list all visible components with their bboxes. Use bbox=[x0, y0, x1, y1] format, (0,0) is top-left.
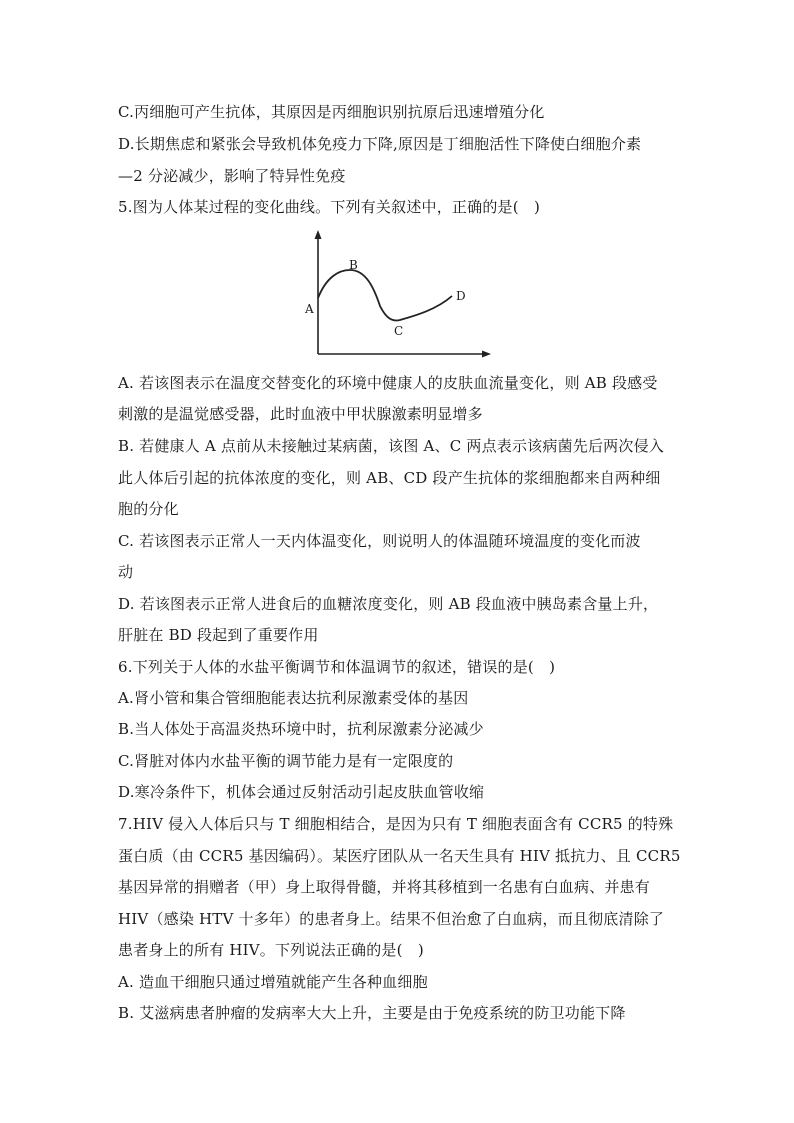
q6-option-d: D.寒冷条件下，机体会通过反射活动引起皮肤血管收缩 bbox=[118, 783, 485, 801]
q7-option-b: B. 艾滋病患者肿瘤的发病率大大上升，主要是由于免疫系统的防卫功能下降 bbox=[118, 1004, 626, 1022]
q5-option-b-line1: B. 若健康人 A 点前从未接触过某病菌，该图 A、C 两点表示该病菌先后两次侵入 bbox=[118, 437, 664, 455]
option-5c-prev: C.丙细胞可产生抗体，其原因是丙细胞识别抗原后迅速增殖分化 bbox=[118, 103, 545, 121]
q5-option-d-line1: D. 若该图表示正常人进食后的血糖浓度变化，则 AB 段血液中胰岛素含量上升， bbox=[118, 595, 659, 613]
q6-option-a: A.肾小管和集合管细胞能表达抗利尿激素受体的基因 bbox=[118, 689, 469, 707]
option-d-prev-line2: —2 分泌减少，影响了特异性免疫 bbox=[118, 167, 346, 185]
change-curve bbox=[318, 270, 452, 320]
question-7-stem-line1: 7.HIV 侵入人体后只与 T 细胞相结合，是因为只有 T 细胞表面含有 CCR5 的特殊 bbox=[118, 815, 674, 833]
q5-option-c-line1: C. 若该图表示正常人一天内体温变化，则说明人的体温随环境温度的变化而波 bbox=[118, 532, 641, 550]
q5-option-a-line1: A. 若该图表示在温度交替变化的环境中健康人的皮肤血流量变化，则 AB 段感受 bbox=[118, 374, 658, 392]
q5-option-c-line2: 动 bbox=[118, 563, 134, 581]
y-axis-arrow bbox=[315, 230, 322, 239]
q5-option-d-line2: 肝脏在 BD 段起到了重要作用 bbox=[118, 626, 319, 644]
q5-option-a-line2: 刺激的是温觉感受器，此时血液中甲状腺激素明显增多 bbox=[118, 405, 483, 423]
q7-option-a: A. 造血干细胞只通过增殖就能产生各种血细胞 bbox=[118, 973, 428, 991]
question-7-stem-line5: 患者身上的所有 HIV。下列说法正确的是( ) bbox=[118, 941, 424, 959]
q6-option-c: C.肾脏对体内水盐平衡的调节能力是有一定限度的 bbox=[118, 752, 454, 770]
question-7-stem-line3: 基因异常的捐赠者（甲）身上取得骨髓，并将其移植到一名患有白血病、并患有 bbox=[118, 878, 651, 896]
option-d-prev-line1: D.长期焦虑和紧张会导致机体免疫力下降,原因是丁细胞活性下降使白细胞介素 bbox=[118, 135, 642, 153]
curve-graph bbox=[296, 228, 496, 364]
change-curve-figure bbox=[296, 228, 496, 364]
point-label-a: A bbox=[305, 302, 314, 316]
question-5-stem: 5.图为人体某过程的变化曲线。下列有关叙述中，正确的是( ) bbox=[118, 198, 541, 216]
x-axis-arrow bbox=[482, 351, 491, 358]
q6-option-b: B.当人体处于高温炎热环境中时，抗利尿激素分泌减少 bbox=[118, 720, 484, 738]
q5-option-b-line3: 胞的分化 bbox=[118, 500, 179, 518]
point-label-d: D bbox=[456, 289, 466, 303]
point-label-c: C bbox=[394, 324, 404, 338]
question-6-stem: 6.下列关于人体的水盐平衡调节和体温调节的叙述，错误的是( ) bbox=[118, 658, 556, 676]
question-7-stem-line2: 蛋白质（由 CCR5 基因编码）。某医疗团队从一名天生具有 HIV 抵抗力、且 CCR5 bbox=[118, 847, 681, 865]
question-7-stem-line4: HIV（感染 HTV 十多年）的患者身上。结果不但治愈了白血病，而且彻底清除了 bbox=[118, 910, 665, 928]
point-label-b: B bbox=[349, 258, 358, 272]
q5-option-b-line2: 此人体后引起的抗体浓度的变化，则 AB、CD 段产生抗体的浆细胞都来自两种细 bbox=[118, 469, 661, 487]
